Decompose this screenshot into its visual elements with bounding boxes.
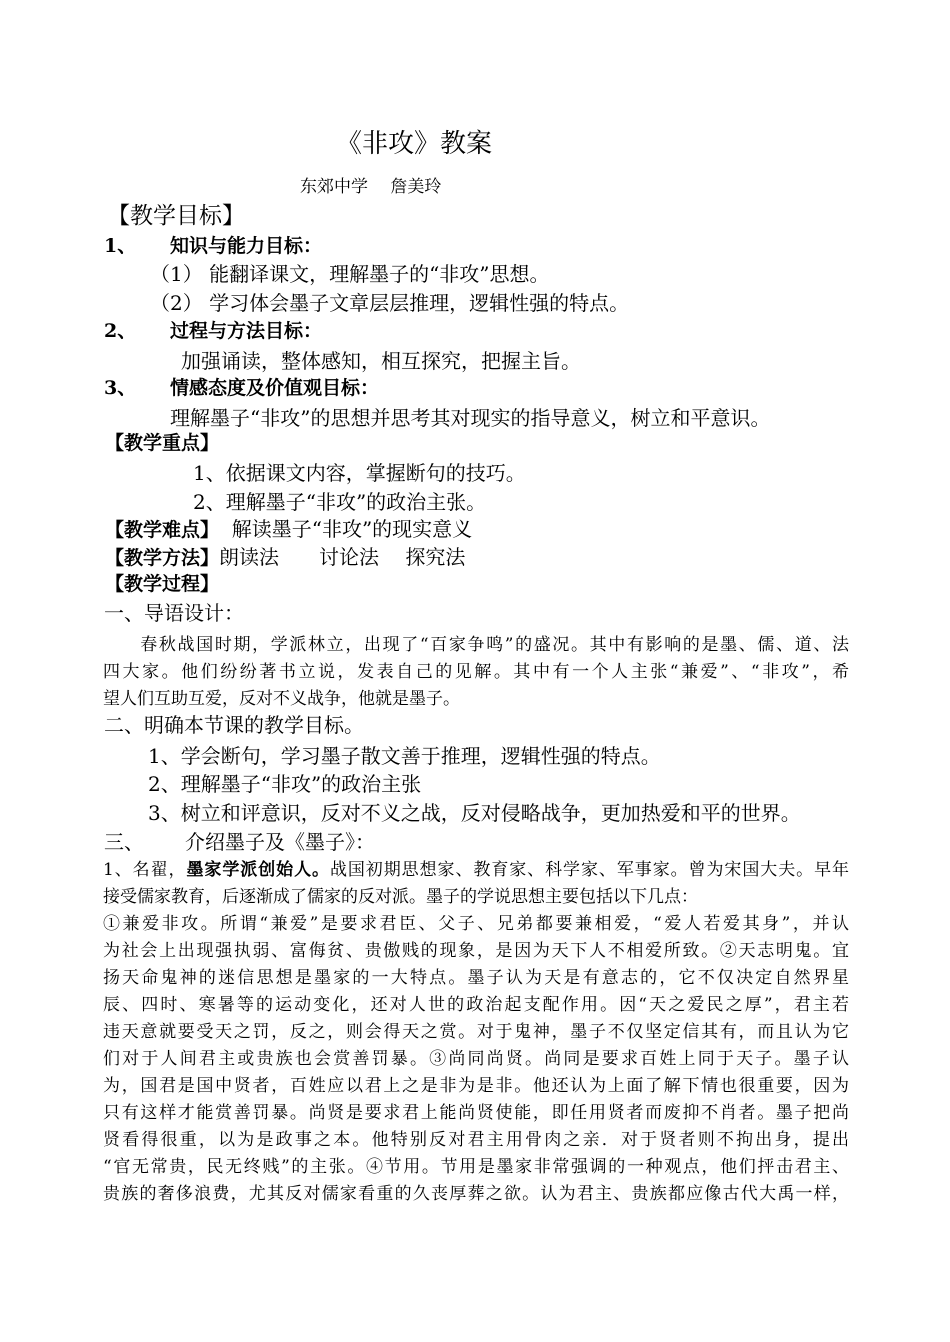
intro-text: 1、名翟， (103, 860, 187, 880)
objective-1-title: 知识与能力目标： (170, 235, 323, 257)
objective-3-title: 情感态度及价值观目标： (170, 377, 380, 399)
section-method (105, 547, 465, 568)
paragraph-line: 四大家。他们纷纷著书立说，发表自己的见解。其中有一个人主张“兼爱”、“非攻”，希 (103, 662, 849, 682)
section-method-label: 【教学方法】 (105, 547, 220, 569)
paragraph-line: 贤看得很重，以为是政事之本。他特别反对君主用骨肉之亲．对于贤者则不拘出身，提出 (103, 1130, 849, 1150)
paragraph-line: 们对于人间君主或贵族也会赏善罚暴。③尚同尚贤。尚同是要求百姓上同于天子。墨子认 (103, 1049, 849, 1069)
part-2-item: 1、学会断句，学习墨子散文善于推理，逻辑性强的特点。 (148, 744, 661, 768)
part-1-paragraph (103, 632, 849, 713)
part-2-item: 3、树立和评意识，反对不义之战，反对侵略战争，更加热爱和平的世界。 (148, 801, 801, 825)
paragraph-line: 春秋战国时期，学派林立，出现了“百家争鸣”的盛况。其中有影响的是墨、儒、道、法 (103, 635, 849, 655)
paragraph-line: 只有这样才能赏善罚暴。尚贤是要求君上能尚贤使能，即任用贤者而废抑不肖者。墨子把尚 (103, 1103, 849, 1123)
section-difficult (105, 519, 472, 540)
part-3-heading: 介绍墨子及《墨子》： (185, 830, 375, 854)
objective-1-item: （1） 能翻译课文，理解墨子的“非攻”思想。 (150, 262, 550, 286)
paragraph-line: 贵族的奢侈浪费，尤其反对儒家看重的久丧厚葬之欲。认为君主、贵族都应像古代大禹一样， (103, 1184, 849, 1204)
paragraph-line: “官无常贵，民无终贱”的主张。④节用。节用是墨家非常强调的一种观点，他们抨击君主、 (103, 1157, 849, 1177)
section-method-text: 朗读法 讨论法 探究法 (219, 545, 466, 569)
section-objectives-heading: 【教学目标】 (107, 203, 245, 229)
objective-2-number: 2、 (104, 320, 137, 342)
paragraph-line: ①兼爱非攻。所谓“兼爱”是要求君臣、父子、兄弟都要兼相爱，“爱人若爱其身”，并认 (103, 914, 849, 934)
paragraph-line: 接受儒家教育，后逐渐成了儒家的反对派。墨子的学说思想主要包括以下几点： (103, 887, 698, 907)
part-1-heading: 一、导语设计： (104, 601, 244, 625)
paragraph-line: 望人们互助互爱，反对不义战争，他就是墨子。 (103, 689, 460, 709)
part-2-heading: 二、明确本节课的教学目标。 (104, 713, 364, 737)
objective-1-item: （2） 学习体会墨子文章层层推理，逻辑性强的特点。 (150, 291, 630, 315)
section-difficult-label: 【教学难点】 (105, 519, 220, 541)
paragraph-line: 辰、四时、寒暑等的运动变化，还对人世的政治起支配作用。因“天之爱民之厚”，君主若 (103, 995, 849, 1015)
key-item: 2、理解墨子“非攻”的政治主张。 (193, 490, 487, 514)
key-item: 1、依据课文内容，掌握断句的技巧。 (193, 461, 526, 485)
paragraph-line: 为社会上出现强执弱、富侮贫、贵傲贱的现象，是因为天下人不相爱所致。②天志明鬼。宜 (103, 941, 849, 961)
objective-1-number: 1、 (104, 235, 137, 257)
paragraph-line-first (103, 857, 849, 884)
author-line: 东郊中学 詹美玲 (300, 177, 442, 197)
document-title: 《非攻》教案 (336, 129, 493, 159)
paragraph-line: 违天意就要受天之罚，反之，则会得天之赏。对于鬼神，墨子不仅坚定信其有，而且认为它 (103, 1022, 849, 1042)
objective-2-title: 过程与方法目标： (170, 320, 323, 342)
paragraph-line: 扬天命鬼神的迷信思想是墨家的一大特点。墨子认为天是有意志的，它不仅决定自然界星 (103, 968, 849, 988)
section-difficult-text: 解读墨子“非攻”的现实意义 (219, 517, 473, 541)
objective-3-number: 3、 (104, 377, 137, 399)
objective-3-text: 理解墨子“非攻”的思想并思考其对现实的指导意义，树立和平意识。 (170, 406, 771, 430)
part-3-number: 三、 (104, 830, 144, 854)
section-process-heading: 【教学过程】 (105, 573, 220, 595)
part-3-paragraph (103, 857, 849, 1208)
intro-text: 战国初期思想家、教育家、科学家、军事家。曾为宋国大夫。早年 (329, 860, 850, 880)
paragraph-line: 为，国君是国中贤者，百姓应以君上之是非为是非。他还认为上面了解下情也很重要，因为 (103, 1076, 849, 1096)
part-2-item: 2、理解墨子“非攻”的政治主张 (148, 772, 422, 796)
objective-2-text: 加强诵读，整体感知，相互探究，把握主旨。 (181, 349, 581, 373)
intro-bold-text: 墨家学派创始人。 (186, 860, 330, 880)
section-key-heading: 【教学重点】 (105, 432, 220, 454)
